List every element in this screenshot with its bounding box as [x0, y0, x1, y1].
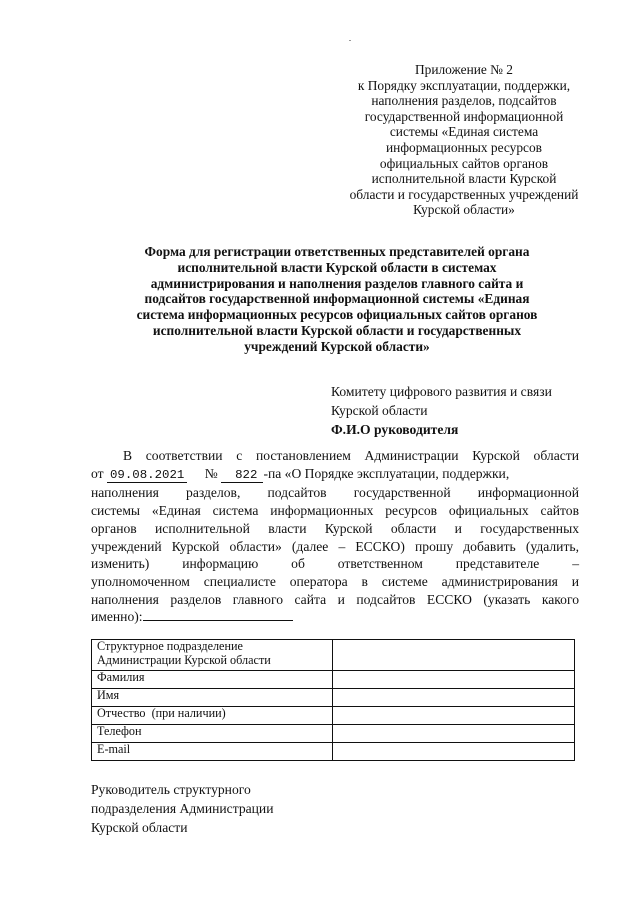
- body-line: уполномоченном специалисте оператора в системе администрирования и: [91, 573, 579, 589]
- from-word: от: [91, 465, 104, 481]
- specify-label: именно):: [91, 609, 143, 625]
- body-line: системы «Единая система информационных ресурсов официальных сайтов: [91, 503, 579, 519]
- appendix-line: Приложение № 2: [414, 62, 514, 77]
- representative-form-table: [91, 639, 575, 761]
- body-line: В соответствии с постановлением Администрации Курской области: [123, 448, 579, 463]
- table-row: [92, 707, 575, 725]
- table-row: [92, 671, 575, 689]
- request-text: [91, 447, 579, 626]
- title-line: подсайтов государственной информационной системы «Единая: [144, 291, 530, 307]
- row-label-email: E-mail: [92, 743, 333, 761]
- addressee-block: [331, 382, 611, 439]
- signature-line: Курской области: [91, 820, 188, 835]
- body-line: наполнения разделов, подсайтов государственной информационной: [91, 485, 579, 501]
- body-line: изменить) информацию об ответственном представителе –: [91, 556, 579, 572]
- title-line: Форма для регистрации ответственных представителей органа: [144, 244, 530, 259]
- row-label-patronymic: Отчество (при наличии): [92, 707, 333, 725]
- label-line: Администрации Курской области: [97, 652, 271, 667]
- title-line: администрирования и наполнения разделов главного сайта и: [150, 275, 524, 291]
- appendix-line: к Порядку эксплуатации, поддержки,: [357, 77, 571, 93]
- specify-blank-field[interactable]: [143, 608, 293, 621]
- value-cell-phone[interactable]: [333, 725, 575, 743]
- row-label-phone: Телефон: [92, 725, 333, 743]
- signature-line: подразделения Администрации: [91, 801, 274, 816]
- appendix-line: системы «Единая система: [389, 124, 539, 140]
- number-sign: №: [204, 465, 218, 481]
- scan-speck: [349, 40, 351, 41]
- body-line: наполнения разделов главного сайта и подсайтов ЕССКО (указать какого: [91, 591, 579, 607]
- addressee-head-name: Ф.И.О руководителя: [331, 422, 459, 437]
- table-row: [92, 689, 575, 707]
- appendix-line: информационных ресурсов: [385, 139, 542, 155]
- appendix-line: официальных сайтов органов: [379, 155, 549, 171]
- label-line: Структурное подразделение: [97, 639, 243, 653]
- decree-number: 822: [221, 468, 263, 483]
- title-line: исполнительной власти Курской области и государственных: [152, 322, 522, 338]
- title-line: учреждений Курской области»: [244, 338, 430, 354]
- appendix-line: наполнения разделов, подсайтов: [371, 93, 557, 109]
- appendix-header: [330, 62, 598, 218]
- value-cell-surname[interactable]: [333, 671, 575, 689]
- title-line: исполнительной власти Курской области в системах: [177, 259, 497, 275]
- title-line: система информационных ресурсов официальных сайтов органов: [136, 307, 538, 323]
- value-cell-department[interactable]: [333, 640, 575, 671]
- addressee-region: Курской области: [331, 403, 428, 418]
- body-line: органов исполнительной власти Курской области и государственных: [91, 520, 579, 536]
- signature-line: Руководитель структурного: [91, 782, 251, 797]
- appendix-line: исполнительной власти Курской: [371, 171, 557, 187]
- decree-rest: -па «О Порядке эксплуатации, поддержки,: [263, 465, 510, 481]
- table-row: [92, 725, 575, 743]
- addressee-committee: Комитету цифрового развития и связи: [331, 384, 552, 399]
- decree-date: 09.08.2021: [107, 468, 187, 483]
- row-label-department: [92, 640, 333, 671]
- appendix-line: Курской области»: [413, 202, 515, 218]
- value-cell-patronymic[interactable]: [333, 707, 575, 725]
- form-title: [100, 244, 574, 355]
- value-cell-email[interactable]: [333, 743, 575, 761]
- signature-block: [91, 780, 391, 837]
- table-row: [92, 640, 575, 671]
- body-line-decree: [91, 465, 579, 485]
- table-row: [92, 743, 575, 761]
- body-line: учреждений Курской области» (далее – ЕССКО) прошу добавить (удалить,: [91, 538, 579, 554]
- row-label-surname: Фамилия: [92, 671, 333, 689]
- row-label-first-name: Имя: [92, 689, 333, 707]
- body-line-last: [91, 608, 579, 626]
- value-cell-first-name[interactable]: [333, 689, 575, 707]
- appendix-line: области и государственных учреждений: [349, 186, 579, 202]
- appendix-line: государственной информационной: [364, 108, 564, 124]
